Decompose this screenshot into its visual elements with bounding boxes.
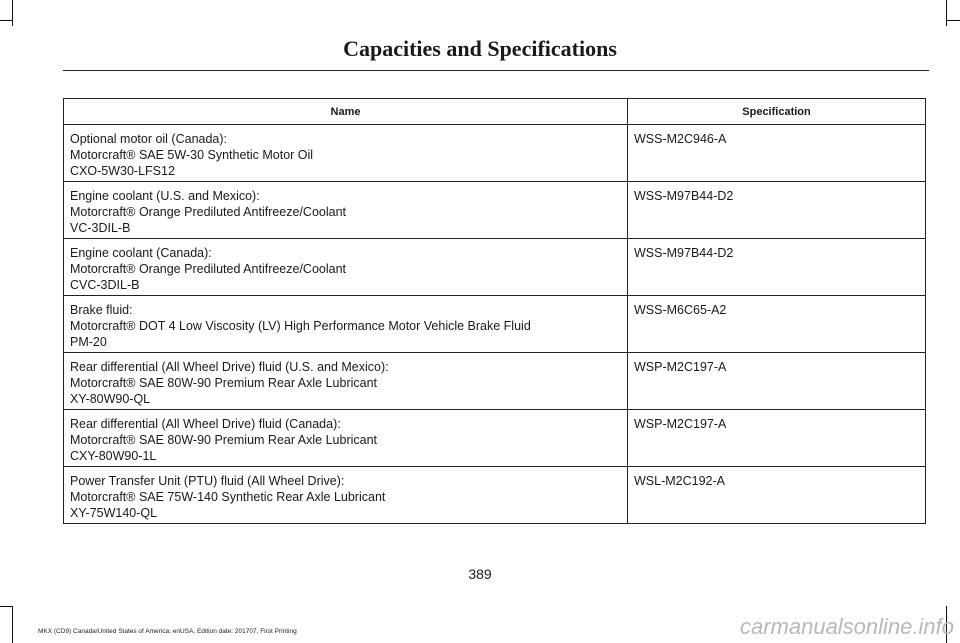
specification-cell: WSP-M2C197-A: [628, 410, 926, 467]
table-row: [64, 296, 926, 353]
column-header-specification: Specification: [628, 99, 926, 125]
product-name: Motorcraft® DOT 4 Low Viscosity (LV) High Performance Motor Vehicle Brake Fluid: [70, 319, 531, 333]
product-name: Motorcraft® Orange Prediluted Antifreeze/Coolant: [70, 262, 347, 276]
product-name: Motorcraft® Orange Prediluted Antifreeze/Coolant: [70, 205, 347, 219]
crop-mark-top-left-h: [0, 20, 13, 21]
specification-cell: WSS-M6C65-A2: [628, 296, 926, 353]
crop-mark-bottom-left-v: [12, 606, 13, 643]
crop-mark-top-left-v: [12, 0, 13, 26]
watermark-text: carmanualsonline.info: [739, 614, 954, 639]
table-row: [64, 239, 926, 296]
name-cell: [64, 182, 628, 239]
name-cell: [64, 353, 628, 410]
name-cell: [64, 410, 628, 467]
part-number: XY-80W90-QL: [70, 392, 151, 406]
table-row: [64, 125, 926, 182]
fluid-description: Optional motor oil (Canada):: [70, 132, 228, 146]
crop-mark-top-right-v: [946, 0, 947, 26]
specification-cell: WSS-M97B44-D2: [628, 182, 926, 239]
specification-cell: WSL-M2C192-A: [628, 467, 926, 524]
column-header-name: Name: [64, 99, 628, 125]
table-row: [64, 353, 926, 410]
table-row: [64, 182, 926, 239]
product-name: Motorcraft® SAE 80W-90 Premium Rear Axle Lubricant: [70, 376, 378, 390]
part-number: XY-75W140-QL: [70, 506, 158, 520]
name-cell: [64, 125, 628, 182]
table-row: [64, 410, 926, 467]
page-title: Capacities and Specifications: [343, 36, 617, 61]
fluid-description: Rear differential (All Wheel Drive) fluid (U.S. and Mexico):: [70, 360, 389, 374]
product-name: Motorcraft® SAE 80W-90 Premium Rear Axle Lubricant: [70, 433, 378, 447]
specifications-table: [63, 98, 926, 524]
fluid-description: Brake fluid:: [70, 303, 133, 317]
name-cell: [64, 467, 628, 524]
table-header-row: [64, 99, 926, 125]
part-number: CXY-80W90-1L: [70, 449, 157, 463]
product-name: Motorcraft® SAE 75W-140 Synthetic Rear Axle Lubricant: [70, 490, 386, 504]
part-number: CXO-5W30-LFS12: [70, 164, 175, 178]
specification-cell: WSS-M97B44-D2: [628, 239, 926, 296]
part-number: PM-20: [70, 335, 107, 349]
crop-mark-top-right-h: [946, 20, 960, 21]
fluid-description: Engine coolant (Canada):: [70, 246, 212, 260]
fluid-description: Power Transfer Unit (PTU) fluid (All Wheel Drive):: [70, 474, 345, 488]
product-name: Motorcraft® SAE 5W-30 Synthetic Motor Oil: [70, 148, 314, 162]
crop-mark-bottom-left-h: [0, 606, 13, 607]
edition-footer: MKX (CD9) Canada/United States of America, enUSA, Edition date: 201707, First Printing: [38, 628, 297, 635]
fluid-description: Engine coolant (U.S. and Mexico):: [70, 189, 260, 203]
fluid-description: Rear differential (All Wheel Drive) fluid (Canada):: [70, 417, 341, 431]
part-number: VC-3DIL-B: [70, 221, 131, 235]
title-divider: [63, 70, 929, 71]
name-cell: [64, 239, 628, 296]
page-number: 389: [468, 566, 492, 582]
name-cell: [64, 296, 628, 353]
table-row: [64, 467, 926, 524]
specification-cell: WSS-M2C946-A: [628, 125, 926, 182]
part-number: CVC-3DIL-B: [70, 278, 140, 292]
specification-cell: WSP-M2C197-A: [628, 353, 926, 410]
